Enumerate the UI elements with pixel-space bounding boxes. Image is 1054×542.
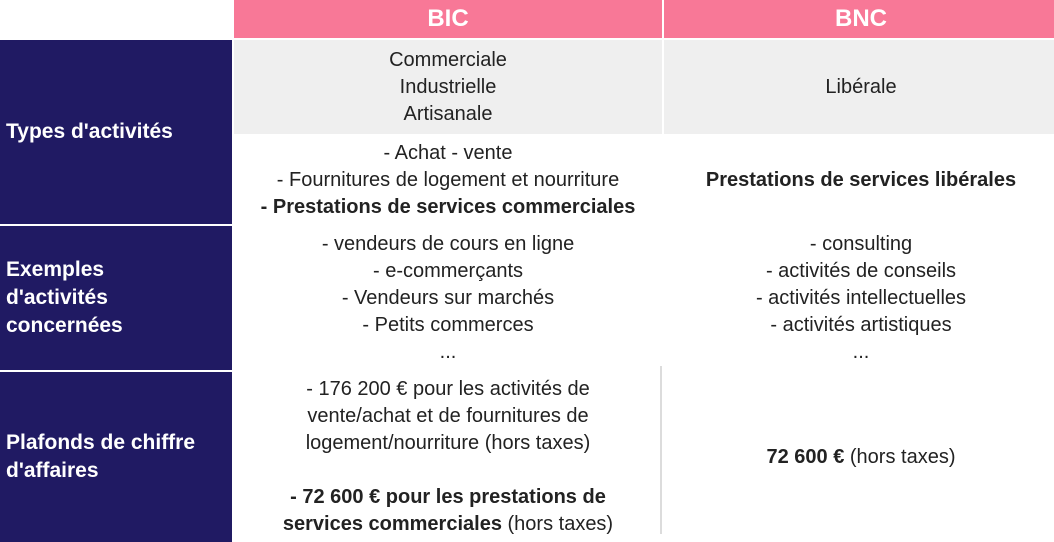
row-label-plafonds	[0, 372, 232, 542]
row-label-examples	[0, 226, 232, 370]
examples-bnc-line: ...	[852, 340, 870, 363]
examples-bic-line: - Vendeurs sur marchés	[341, 286, 555, 309]
examples-label-line: concernées	[6, 314, 123, 337]
types-label: Types d'activités	[6, 120, 173, 143]
examples-label-line: d'activités	[6, 286, 108, 309]
plafonds-bic-line: - 176 200 € pour les activités de	[306, 378, 590, 400]
header-bnc: BNC	[664, 0, 1054, 38]
examples-label-line: Exemples	[6, 258, 105, 281]
column-divider	[660, 366, 662, 534]
subtypes-bic-line: - Fournitures de logement et nourriture	[276, 168, 620, 191]
types-bic-cell	[234, 40, 662, 134]
examples-bnc-line: - consulting	[809, 232, 913, 255]
plafonds-bic-line-bold: - 72 600 € pour les prestations de	[290, 486, 606, 508]
examples-bic-line: - e-commerçants	[372, 259, 524, 282]
table-corner	[0, 0, 232, 38]
plafonds-bnc-cell	[664, 372, 1054, 542]
examples-bnc-cell	[664, 226, 1054, 370]
types-bic-line: Commerciale	[389, 48, 507, 71]
plafonds-label-line: d'affaires	[6, 459, 99, 482]
plafonds-bic-cell	[234, 372, 662, 542]
plafonds-bnc-amount: 72 600 €	[766, 445, 845, 468]
subtypes-bic-line-bold: - Prestations de services commerciales	[260, 195, 636, 218]
plafonds-bic-line: vente/achat et de fournitures de	[307, 405, 589, 427]
types-bic-line: Industrielle	[399, 75, 497, 98]
examples-bnc-line: - activités intellectuelles	[755, 286, 967, 309]
examples-bnc-line: - activités artistiques	[770, 313, 952, 336]
examples-bnc-line: - activités de conseils	[765, 259, 957, 282]
plafonds-bnc-suffix: (hors taxes)	[844, 445, 956, 468]
subtypes-bnc-cell	[664, 136, 1054, 224]
types-bnc-cell	[664, 40, 1054, 134]
plafonds-bic-normal-part: (hors taxes)	[501, 513, 614, 535]
plafonds-label-line: Plafonds de chiffre	[6, 431, 196, 454]
plafonds-bnc-value	[766, 444, 955, 471]
types-bnc-value: Libérale	[825, 75, 897, 98]
plafonds-bic-line: logement/nourriture (hors taxes)	[305, 432, 591, 454]
types-bic-line: Artisanale	[403, 102, 493, 125]
examples-bic-cell	[234, 226, 662, 370]
examples-bic-line: - vendeurs de cours en ligne	[321, 232, 575, 255]
header-bic: BIC	[234, 0, 662, 38]
subtypes-bic-line: - Achat - vente	[383, 141, 513, 164]
subtypes-bic-cell	[234, 136, 662, 224]
plafonds-bic-bold-part: services commerciales	[282, 513, 502, 535]
subtypes-bnc-value: Prestations de services libérales	[705, 168, 1017, 191]
row-label-types	[0, 40, 232, 224]
examples-bic-line: - Petits commerces	[362, 313, 534, 336]
examples-bic-line: ...	[439, 340, 457, 363]
